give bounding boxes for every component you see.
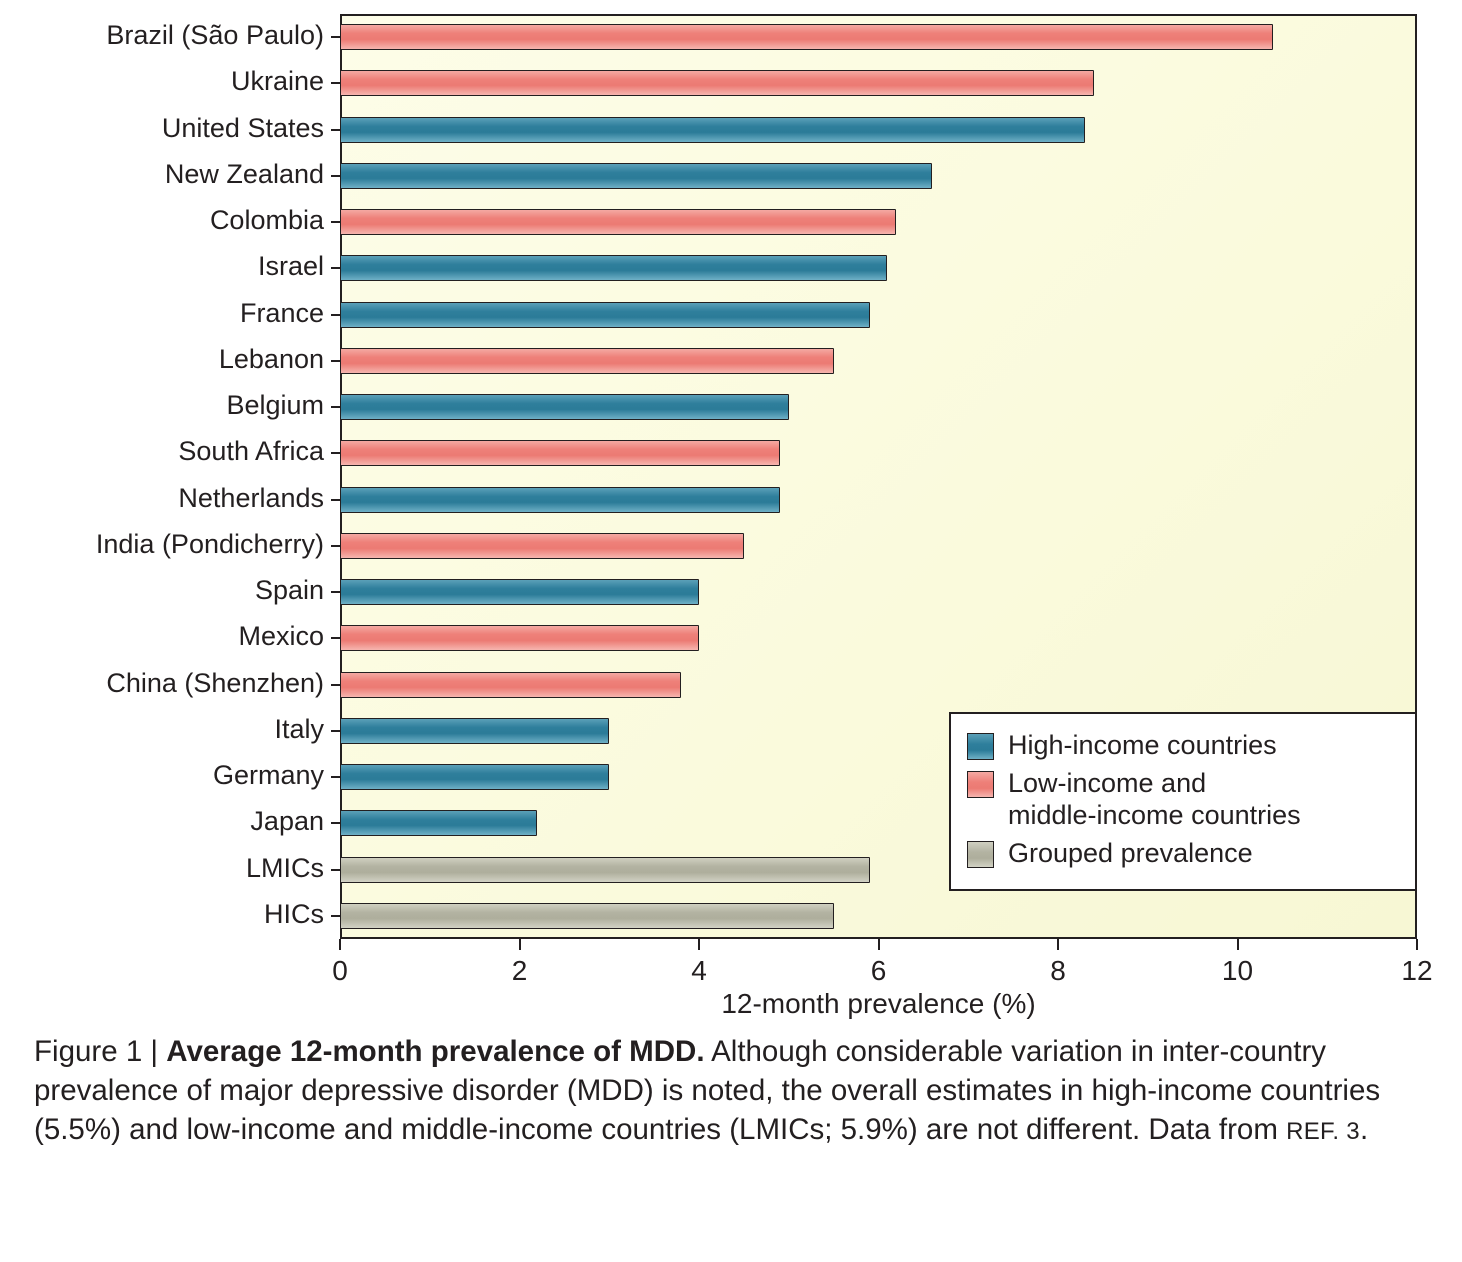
bar-row <box>340 245 1417 291</box>
x-axis-tick <box>339 939 341 950</box>
y-axis-tick <box>331 915 340 917</box>
y-axis-label: Ukraine <box>230 66 324 97</box>
bar-row <box>340 338 1417 384</box>
x-axis-tick-label: 8 <box>1050 955 1066 986</box>
legend-label-line-2: middle-income countries <box>1008 799 1301 830</box>
caption-reference: REF. 3 <box>1286 1118 1360 1146</box>
bar-brazil-s-o-paulo <box>340 24 1273 50</box>
figure-caption <box>34 1032 1434 1150</box>
y-axis-tick <box>331 776 340 778</box>
y-axis-label: United States <box>161 112 324 143</box>
bar-belgium <box>340 394 789 420</box>
y-axis-tick <box>331 684 340 686</box>
y-axis-tick <box>331 452 340 454</box>
bar-china-shenzhen <box>340 672 681 698</box>
bar-lebanon <box>340 348 834 374</box>
bar-row <box>340 430 1417 476</box>
bar-row <box>340 662 1417 708</box>
y-axis-tick <box>331 360 340 362</box>
y-axis-tick <box>331 499 340 501</box>
bar-germany <box>340 764 609 790</box>
bar-italy <box>340 718 609 744</box>
y-axis-tick <box>331 36 340 38</box>
y-axis-tick <box>331 82 340 84</box>
x-axis-tick-label: 12 <box>1401 955 1433 986</box>
y-axis-tick <box>331 221 340 223</box>
legend-label-line-1: Low-income and <box>1008 767 1207 798</box>
y-axis-label: Lebanon <box>218 343 324 374</box>
y-axis-tick <box>331 129 340 131</box>
bar-row <box>340 615 1417 661</box>
bar-row <box>340 14 1417 60</box>
y-axis-label: Italy <box>274 713 324 744</box>
y-axis-label: New Zealand <box>164 158 324 189</box>
caption-period: . <box>1359 1113 1369 1147</box>
legend-swatch-high-income <box>967 733 994 760</box>
bar-ukraine <box>340 70 1094 96</box>
y-axis-tick <box>331 545 340 547</box>
bar-spain <box>340 579 699 605</box>
legend-label-low-middle-income <box>1008 768 1301 832</box>
y-axis-label: Brazil (São Paulo) <box>106 20 324 51</box>
legend-label-grouped-prevalence: Grouped prevalence <box>1008 837 1253 868</box>
caption-figure-label: Figure 1 | <box>34 1035 167 1068</box>
bar-row <box>340 292 1417 338</box>
y-axis-label: Colombia <box>209 205 324 236</box>
bar-new-zealand <box>340 163 932 189</box>
y-axis-label: India (Pondicherry) <box>95 528 324 559</box>
bar-hics <box>340 903 834 929</box>
y-axis-tick <box>331 175 340 177</box>
y-axis-tick <box>331 730 340 732</box>
x-axis-tick-label: 0 <box>332 955 348 986</box>
legend-item-grouped-prevalence <box>967 838 1399 870</box>
caption-body: Although considerable variation in inter-country prevalence of major depressive disorder (MDD) is noted, the overall estimates in high-income countries (5.5%) and low-income and middle-income countries (LMICs; 5.9%) are not different. Data from <box>34 1035 1381 1147</box>
bar-row <box>340 199 1417 245</box>
x-axis-title: 12-month prevalence (%) <box>721 988 1036 1019</box>
bar-france <box>340 302 870 328</box>
legend-swatch-grouped-prevalence <box>967 841 994 868</box>
x-axis-tick <box>1237 939 1239 950</box>
y-axis-label: LMICs <box>245 852 324 883</box>
bar-netherlands <box>340 487 780 513</box>
bar-row <box>340 384 1417 430</box>
y-axis-tick <box>331 267 340 269</box>
bar-row <box>340 893 1417 939</box>
y-axis-label: Netherlands <box>178 482 324 513</box>
bar-mexico <box>340 625 699 651</box>
bar-israel <box>340 255 887 281</box>
bar-row <box>340 523 1417 569</box>
legend-label-high-income: High-income countries <box>1008 730 1277 760</box>
bar-japan <box>340 810 537 836</box>
y-axis-tick <box>331 637 340 639</box>
y-axis-tick <box>331 591 340 593</box>
y-axis-label: Israel <box>257 251 324 282</box>
y-axis-tick <box>331 406 340 408</box>
caption-bold-title: Average 12-month prevalence of MDD. <box>166 1035 705 1068</box>
bar-lmics <box>340 857 870 883</box>
bar-south-africa <box>340 440 780 466</box>
legend-item-high-income <box>967 730 1399 762</box>
chart-legend <box>949 712 1417 891</box>
x-axis-tick <box>878 939 880 950</box>
y-axis-label: South Africa <box>178 436 324 467</box>
y-axis-label: Mexico <box>238 621 324 652</box>
bar-india-pondicherry <box>340 533 744 559</box>
y-axis-tick <box>331 822 340 824</box>
bar-row <box>340 60 1417 106</box>
x-axis-tick-label: 10 <box>1221 955 1254 986</box>
y-axis-label: Japan <box>250 806 324 837</box>
y-axis-label: Spain <box>254 575 324 606</box>
x-axis-tick <box>698 939 700 950</box>
x-axis-tick-label: 2 <box>511 955 528 986</box>
x-axis-tick-label: 6 <box>870 955 887 986</box>
y-axis-tick <box>331 314 340 316</box>
y-axis-label: Germany <box>212 760 324 791</box>
bar-row <box>340 569 1417 615</box>
y-axis-tick <box>331 869 340 871</box>
x-axis-tick <box>1416 939 1418 950</box>
bar-row <box>340 153 1417 199</box>
y-axis-label: HICs <box>264 898 324 929</box>
bar-row <box>340 477 1417 523</box>
x-axis-tick <box>1057 939 1059 950</box>
y-axis-label: China (Shenzhen) <box>106 667 324 698</box>
legend-swatch-low-middle-income <box>967 771 994 798</box>
bar-row <box>340 107 1417 153</box>
x-axis-tick-label: 4 <box>691 955 707 986</box>
x-axis-tick <box>519 939 521 950</box>
bar-united-states <box>340 117 1085 143</box>
bar-colombia <box>340 209 896 235</box>
y-axis-label: Belgium <box>226 390 324 421</box>
y-axis-label: France <box>239 297 324 328</box>
legend-item-low-middle-income <box>967 768 1399 832</box>
